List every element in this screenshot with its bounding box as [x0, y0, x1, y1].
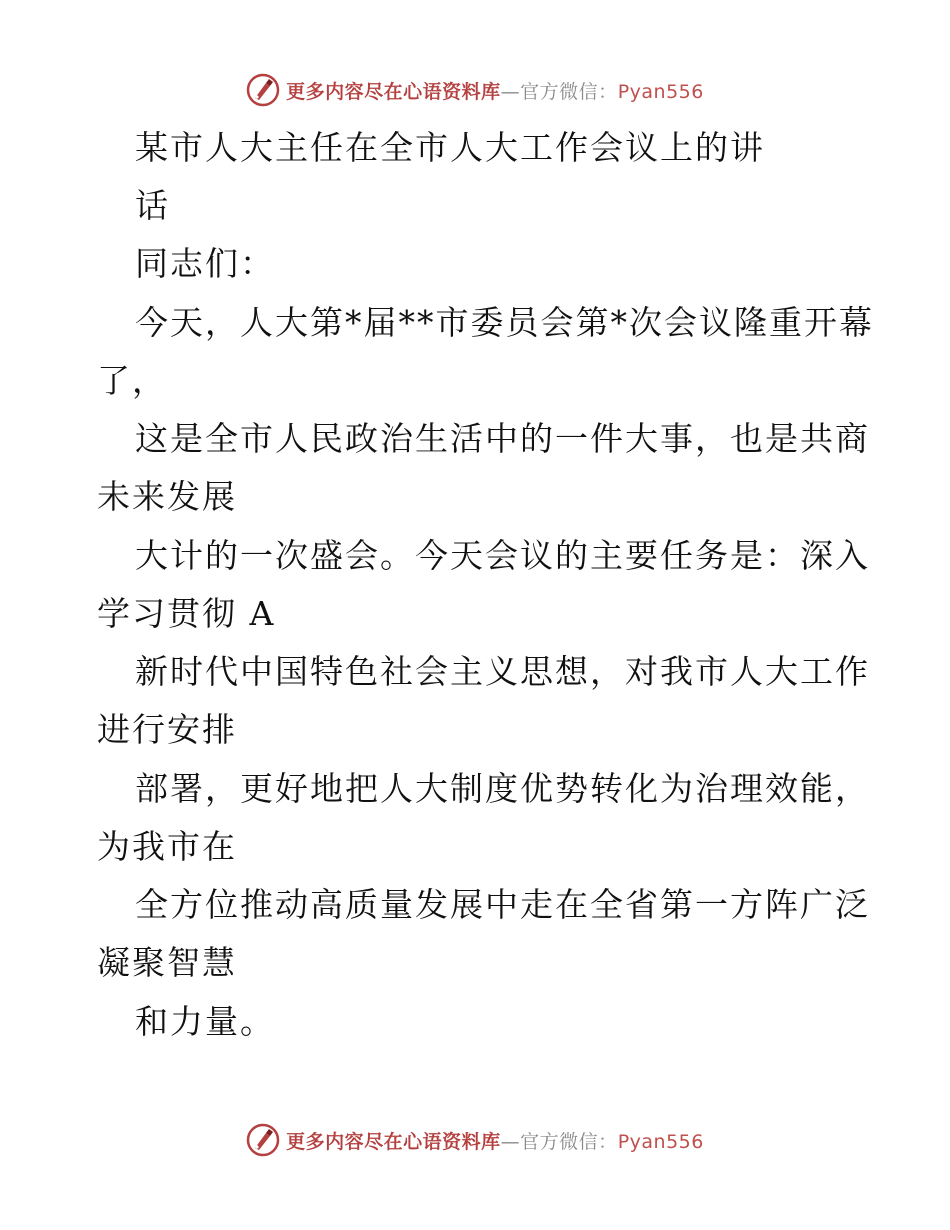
title-line-1: 某市人大主任在全市人大工作会议上的讲: [135, 128, 765, 167]
footer-banner: [0, 1120, 950, 1160]
header-banner: [0, 70, 950, 110]
paragraph-line: 和力量。: [135, 1002, 275, 1041]
paragraph-line: 未来发展: [97, 477, 237, 516]
paragraph-line: 部署，更好地把人大制度优势转化为治理效能，: [135, 769, 870, 808]
paragraph-line: 学习贯彻 A: [97, 594, 276, 633]
paragraph-line: 了，: [97, 361, 167, 400]
title-line-2: 话: [135, 186, 170, 225]
paragraph-line: 为我市在: [97, 827, 237, 866]
paragraph-line: 进行安排: [97, 710, 237, 749]
paragraph-line: 这是全市人民政治生活中的一件大事，也是共商: [135, 419, 870, 458]
paragraph-line: 全方位推动高质量发展中走在全省第一方阵广泛: [135, 885, 870, 924]
salutation: 同志们：: [135, 244, 275, 283]
paragraph-line: 今天，人大第*届**市委员会第*次会议隆重开幕: [135, 303, 874, 342]
pen-logo-icon: [246, 1123, 280, 1157]
paragraph-line: 大计的一次盛会。今天会议的主要任务是：深入: [135, 536, 870, 575]
banner-text: 更多内容尽在心语资料库—官方微信：Pyan556: [286, 1130, 704, 1153]
banner-text: 更多内容尽在心语资料库—官方微信：Pyan556: [286, 80, 704, 103]
pen-logo-icon: [246, 73, 280, 107]
paragraph-line: 新时代中国特色社会主义思想，对我市人大工作: [135, 652, 870, 691]
paragraph-line: 凝聚智慧: [97, 943, 237, 982]
